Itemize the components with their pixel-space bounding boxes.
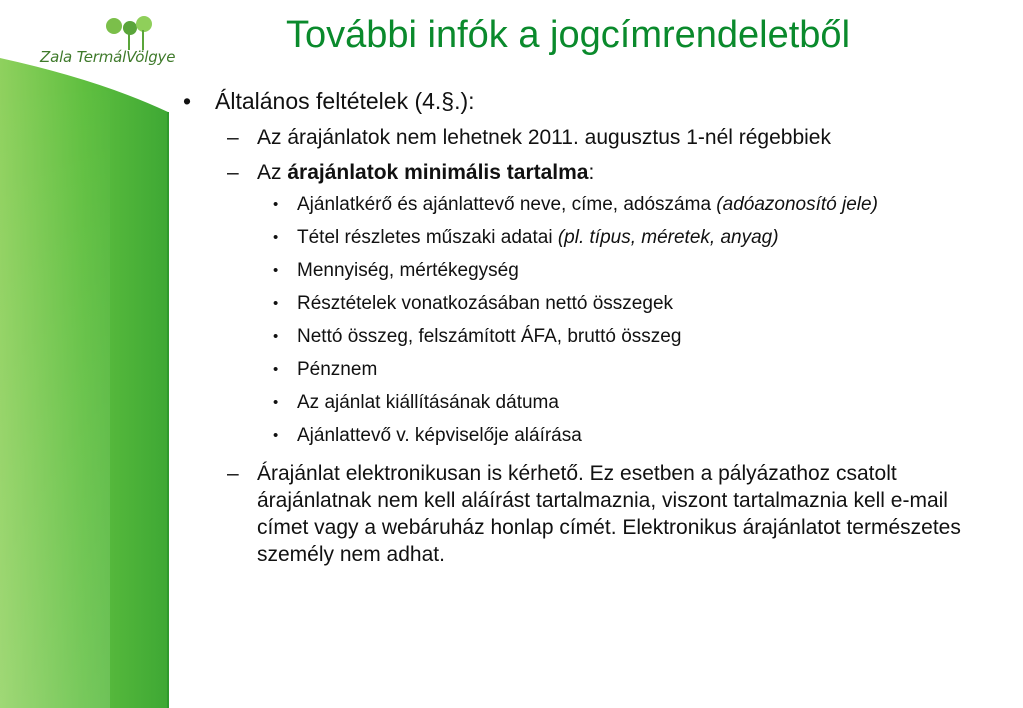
dash-icon: –: [227, 462, 239, 485]
list-item: • Résztételek vonatkozásában nettó összegek: [273, 293, 674, 314]
bullet-dot-icon: •: [273, 196, 279, 213]
dash-icon: –: [227, 161, 239, 184]
logo-text: Zala TermálVölgye: [40, 48, 176, 66]
bullet-dot-icon: •: [183, 88, 192, 114]
list-item: • Tétel részletes műszaki adatai (pl. típus, méretek, anyag): [273, 227, 779, 248]
bullet-dot-icon: •: [273, 361, 279, 378]
bullet-dot-icon: •: [273, 295, 279, 312]
slide-title: További infók a jogcímrendeletből: [286, 14, 851, 56]
list-item: • Mennyiség, mértékegység: [273, 260, 519, 281]
logo: [18, 14, 188, 68]
list-item: • Ajánlattevő v. képviselője aláírása: [273, 425, 582, 446]
slide-content: [183, 86, 993, 568]
bullet-general-conditions: • Általános feltételek (4.§.):: [183, 88, 475, 114]
bullet-dot-icon: •: [273, 427, 279, 444]
bullet-dot-icon: •: [273, 229, 279, 246]
sub-bullet-electronic-quote: – Árajánlat elektronikusan is kérhető. Ez esetben a pályázathoz csatolt árajánlatnak nem kell aláírást tartalmaznia, viszont tartalmaznia kell e-mail címet vagy a webáruház honlap címét. Elektronikus árajánlatot természetes személy nem adhat.: [227, 462, 961, 566]
dash-icon: –: [227, 126, 239, 149]
bullet-dot-icon: •: [273, 262, 279, 279]
bullet-dot-icon: •: [273, 394, 279, 411]
sub-bullet-date: – Az árajánlatok nem lehetnek 2011. augusztus 1-nél régebbiek: [227, 126, 831, 149]
list-item: • Nettó összeg, felszámított ÁFA, bruttó összeg: [273, 326, 682, 347]
list-item: • Pénznem: [273, 359, 378, 380]
list-item: • Az ajánlat kiállításának dátuma: [273, 392, 559, 413]
sub-bullet-minimum-content: – Az árajánlatok minimális tartalma:: [227, 161, 595, 184]
bullet-dot-icon: •: [273, 328, 279, 345]
list-item: • Ajánlatkérő és ajánlattevő neve, címe, adószáma (adóazonosító jele): [273, 194, 878, 215]
